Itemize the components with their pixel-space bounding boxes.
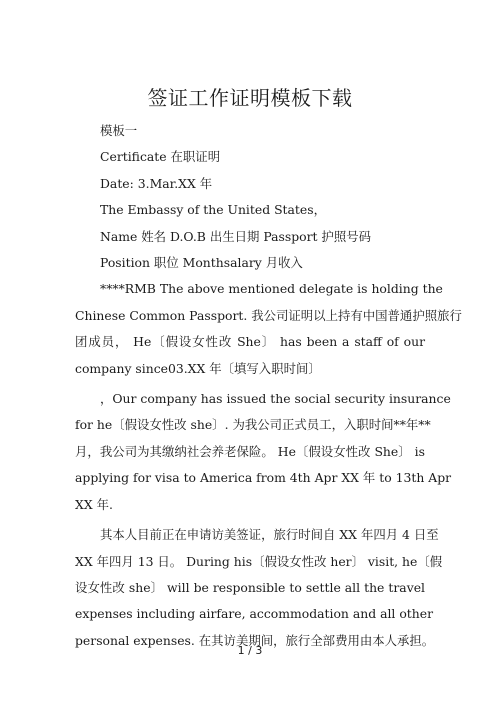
paragraph-line: company since03.XX 年〔填写入职时间〕 xyxy=(75,360,321,376)
paragraph-line: 其本人目前正在申请访美签证，旅行时间自 XX 年四月 4 日至 xyxy=(100,527,439,543)
paragraph-line: 设女性改 she〕 will be responsible to settle all the travel xyxy=(75,579,425,595)
paragraph-line: 团成员， He〔假设女性改 She〕 has been a staff of our xyxy=(75,334,425,350)
paragraph-line: ****RMB The above mentioned delegate is holding the xyxy=(100,281,443,297)
paragraph-line: ，Our company has issued the social security insurance xyxy=(100,391,451,407)
position-line: Position 职位 Monthsalary 月收入 xyxy=(100,255,303,271)
paragraph-line: personal expenses. 在其访美期间，旅行全部费用由本人承担。 xyxy=(75,632,435,648)
name-line: Name 姓名 D.O.B 出生日期 Passport 护照号码 xyxy=(100,228,371,244)
embassy-line: The Embassy of the United States， xyxy=(100,202,326,218)
paragraph-line: XX 年. xyxy=(75,496,113,512)
paragraph-line: applying for visa to America from 4th Apr XX 年 to 13th Apr xyxy=(75,470,452,486)
template-label: 模板一 xyxy=(100,123,138,138)
paragraph-line: XX 年四月 13 日。 During his〔假设女性改 her〕 visit, he〔假 xyxy=(75,553,443,569)
date-line: Date: 3.Mar.XX 年 xyxy=(100,175,213,191)
paragraph-line: for he〔假设女性改 she〕. 为我公司正式员工，入职时间**年** xyxy=(75,417,431,433)
paragraph-line: expenses including airfare, accommodation and all other xyxy=(75,606,433,622)
document-title: 签证工作证明模板下载 xyxy=(147,86,353,110)
document-body xyxy=(75,118,462,654)
page-number: 1 / 3 xyxy=(237,644,263,657)
paragraph-line: 月，我公司为其缴纳社会养老保险。 He〔假设女性改 She〕 is xyxy=(75,443,425,459)
certificate-heading: Certificate 在职证明 xyxy=(100,149,221,165)
paragraph-line: Chinese Common Passport. 我公司证明以上持有中国普通护照旅行 xyxy=(75,307,462,323)
